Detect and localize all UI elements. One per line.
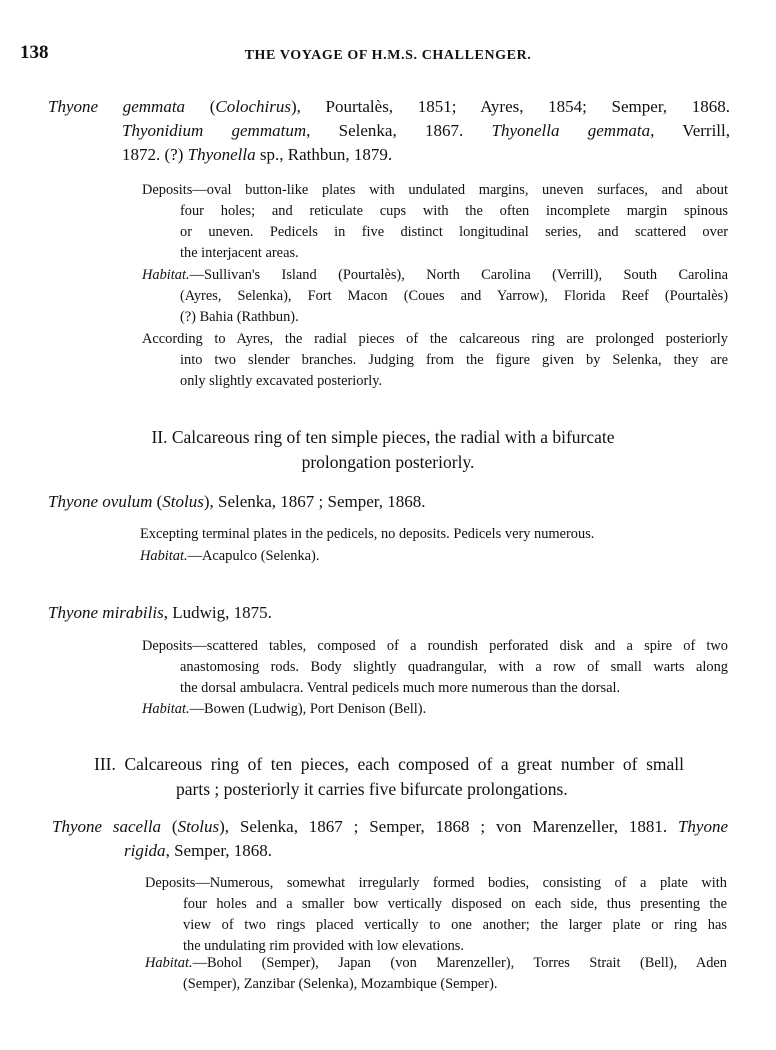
habitat-label: Habitat. — [140, 548, 188, 564]
text-line: view of two rings placed vertically to one another; the larger plate or ring has — [183, 917, 727, 933]
text-line: the undulating rim provided with low elevations. — [183, 938, 464, 954]
heading-line: parts ; posteriorly it carries five bifurcate prolongations. — [176, 779, 568, 799]
text-line: (Semper), Zanzibar (Selenka), Mozambique (Semper). — [183, 976, 498, 992]
synonymy-line: Thyone sacella (Stolus), Selenka, 1867 ; Semper, 1868 ; von Marenzeller, 1881. Thyone — [52, 817, 728, 836]
species-ovulum-synonymy: Thyone ovulum (Stolus), Selenka, 1867 ; Semper, 1868. — [48, 492, 426, 511]
text-line: Deposits—Numerous, somewhat irregularly formed bodies, consisting of a plate with — [145, 875, 727, 891]
species-sacella-habitat — [145, 953, 727, 995]
text-line: four holes; and reticulate cups with the often incomplete margin spinous — [180, 203, 728, 219]
species-sacella-deposits — [145, 873, 727, 957]
text-line: According to Ayres, the radial pieces of the calcareous ring are prolonged posteriorly — [142, 331, 728, 347]
running-title: THE VOYAGE OF H.M.S. CHALLENGER. — [244, 48, 532, 63]
text-line: four holes and a smaller bow vertically disposed on each side, thus presenting the — [183, 896, 727, 912]
species-gemmata-habitat — [142, 265, 728, 328]
habitat-label: Habitat. — [145, 955, 193, 971]
species-mirabilis-habitat: Habitat.—Bowen (Ludwig), Port Denison (Bell). — [142, 701, 427, 717]
heading-line: prolongation posteriorly. — [301, 452, 475, 472]
text-line: (?) Bahia (Rathbun). — [180, 309, 299, 325]
species-sacella-synonymy — [52, 815, 728, 863]
synonymy-line: Thyone gemmata (Colochirus), Pourtalès, 1851; Ayres, 1854; Semper, 1868. — [48, 97, 730, 116]
text-line: Habitat.—Sullivan's Island (Pourtalès), North Carolina (Verrill), South Carolina — [142, 267, 728, 283]
text-line: Deposits—scattered tables, composed of a roundish perforated disk and a spire of two — [142, 638, 728, 654]
heading-line: III. Calcareous ring of ten pieces, each composed of a great number of small — [94, 754, 684, 774]
synonymy-line: rigida, Semper, 1868. — [124, 841, 273, 860]
page-number: 138 — [20, 42, 49, 63]
habitat-label: Habitat. — [142, 701, 190, 717]
species-gemmata-synonymy — [48, 95, 730, 167]
text-line: (Ayres, Selenka), Fort Macon (Coues and Yarrow), Florida Reef (Pourtalès) — [180, 288, 728, 304]
section-heading-ii — [0, 425, 776, 475]
species-mirabilis-deposits — [142, 636, 728, 699]
text-line: the dorsal ambulacra. Ventral pedicels much more numerous than the dorsal. — [180, 680, 621, 696]
synonymy-line: 1872. (?) Thyonella sp., Rathbun, 1879. — [122, 145, 393, 164]
text-line: Habitat.—Bohol (Semper), Japan (von Marenzeller), Torres Strait (Bell), Aden — [145, 955, 727, 971]
text-line: Deposits—oval button-like plates with undulated margins, uneven surfaces, and about — [142, 182, 728, 198]
text-line: into two slender branches. Judging from the figure given by Selenka, they are — [180, 352, 728, 368]
habitat-label: Habitat. — [142, 267, 190, 283]
heading-line: II. Calcareous ring of ten simple pieces, the radial with a bifurcate — [151, 427, 615, 447]
species-ovulum-habitat: Habitat.—Acapulco (Selenka). — [140, 548, 320, 564]
section-heading-iii — [94, 752, 684, 802]
text-line: the interjacent areas. — [180, 245, 299, 261]
species-gemmata-deposits — [142, 180, 728, 264]
text-line: only slightly excavated posteriorly. — [180, 373, 383, 389]
species-gemmata-note — [142, 329, 728, 392]
species-ovulum-deposits: Excepting terminal plates in the pedicels, no deposits. Pedicels very numerous. — [140, 526, 595, 542]
species-mirabilis-synonymy: Thyone mirabilis, Ludwig, 1875. — [48, 603, 272, 622]
synonymy-line: Thyonidium gemmatum, Selenka, 1867. Thyonella gemmata, Verrill, — [122, 121, 730, 140]
text-line: or uneven. Pedicels in five distinct longitudinal series, and scattered over — [180, 224, 728, 240]
text-line: anastomosing rods. Body slightly quadrangular, with a row of small warts along — [180, 659, 728, 675]
